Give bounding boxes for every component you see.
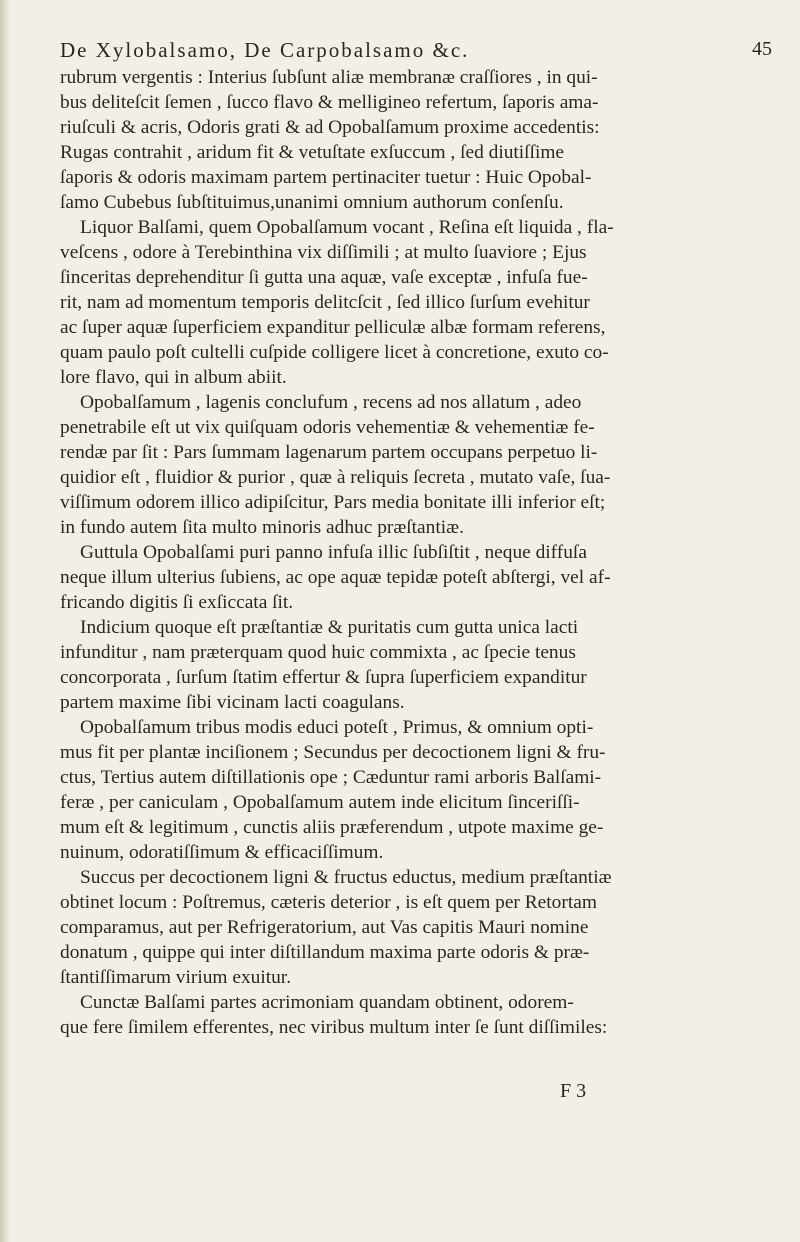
signature-mark: F 3 <box>560 1080 587 1102</box>
paragraph-start-line: Opobalſamum , lagenis conclufum , recens ad nos allatum , adeo <box>80 392 582 413</box>
text-line: bus deliteſcit ſemen , ſucco flavo & melligineo refertum, ſaporis ama- <box>60 92 599 113</box>
body-text <box>60 65 780 1040</box>
text-line: quam paulo poſt cultelli cuſpide colligere licet à concretione, exuto co- <box>60 342 609 363</box>
text-line: obtinet locum : Poſtremus, cæteris deterior , is eſt quem per Retortam <box>60 892 597 913</box>
text-line: viſſimum odorem illico adipiſcitur, Pars media bonitate illi inferior eſt; <box>60 492 606 513</box>
text-line: quidior eſt , fluidior & purior , quæ à reliquis ſecreta , mutato vaſe, ſua- <box>60 467 611 488</box>
text-line: nuinum, odoratiſſimum & efficaciſſimum. <box>60 842 384 863</box>
paragraph-start-line: Guttula Opobalſami puri panno infuſa illic ſubſiſtit , neque diffuſa <box>80 542 587 563</box>
text-line: Rugas contrahit , aridum fit & vetuſtate exſuccum , ſed diutiſſime <box>60 142 565 163</box>
paragraph-start-line: Opobalſamum tribus modis educi poteſt , Primus, & omnium opti- <box>80 717 594 738</box>
text-line: riuſculi & acris, Odoris grati & ad Opobalſamum proxime accedentis: <box>60 117 600 138</box>
text-line: rendæ par ſit : Pars ſummam lagenarum partem occupans perpetuo li- <box>60 442 598 463</box>
text-line: ac ſuper aquæ ſuperficiem expanditur pelliculæ albæ formam referens, <box>60 317 606 338</box>
page-number: 45 <box>752 38 772 60</box>
text-line: partem maxime ſibi vicinam lacti coagulans. <box>60 692 405 713</box>
text-line: mus fit per plantæ inciſionem ; Secundus per decoctionem ligni & fru- <box>60 742 606 763</box>
text-line: veſcens , odore à Terebinthina vix diſſimili ; at multo ſuaviore ; Ejus <box>60 242 587 263</box>
paragraph-start-line: Liquor Balſami, quem Opobalſamum vocant , Reſina eſt liquida , fla- <box>80 217 614 238</box>
text-line: lore flavo, qui in album abiit. <box>60 367 287 388</box>
text-line: feræ , per caniculam , Opobalſamum autem inde elicitum ſinceriſſi- <box>60 792 580 813</box>
text-line: infunditur , nam præterquam quod huic commixta , ac ſpecie tenus <box>60 642 576 663</box>
text-line: ſaporis & odoris maximam partem pertinaciter tuetur : Huic Opobal- <box>60 167 592 188</box>
paragraph-start-line: Indicium quoque eſt præſtantiæ & puritatis cum gutta unica lacti <box>80 617 579 638</box>
text-line: comparamus, aut per Refrigeratorium, aut Vas capitis Mauri nomine <box>60 917 589 938</box>
text-line: concorporata , ſurſum ſtatim effertur & ſupra ſuperficiem expanditur <box>60 667 587 688</box>
running-title: De Xylobalsamo, De Carpobalsamo &c. <box>60 38 470 62</box>
text-line: penetrabile eſt ut vix quiſquam odoris vehementiæ & vehementiæ fe- <box>60 417 595 438</box>
text-line: ctus, Tertius autem diſtillationis ope ; Cæduntur rami arboris Balſami- <box>60 767 602 788</box>
text-line: ſtantiſſimarum virium exuitur. <box>60 967 292 988</box>
text-line: in fundo autem ſita multo minoris adhuc præſtantiæ. <box>60 517 464 538</box>
paragraph-start-line: Succus per decoctionem ligni & fructus eductus, medium præſtantiæ <box>80 867 612 888</box>
text-line: fricando digitis ſi exſiccata ſit. <box>60 592 294 613</box>
text-line: ſamo Cubebus ſubſtituimus,unanimi omnium authorum conſenſu. <box>60 192 564 213</box>
running-header <box>60 38 772 66</box>
text-line: rit, nam ad momentum temporis delitcſcit , ſed illico ſurſum evehitur <box>60 292 590 313</box>
text-line: rubrum vergentis : Interius ſubſunt aliæ membranæ craſſiores , in qui- <box>60 67 598 88</box>
text-line: mum eſt & legitimum , cunctis aliis præferendum , utpote maxime ge- <box>60 817 604 838</box>
page-edge-shadow <box>0 0 10 1242</box>
paragraph-start-line: Cunctæ Balſami partes acrimoniam quandam obtinent, odorem- <box>80 992 574 1013</box>
text-line: que fere ſimilem efferentes, nec viribus multum inter ſe ſunt diſſimiles: <box>60 1017 608 1038</box>
text-line: neque illum ulterius ſubiens, ac ope aquæ tepidæ poteſt abſtergi, vel af- <box>60 567 611 588</box>
text-line: ſinceritas deprehenditur ſi gutta una aquæ, vaſe exceptæ , infuſa fue- <box>60 267 588 288</box>
text-line: donatum , quippe qui inter diſtillandum maxima parte odoris & præ- <box>60 942 590 963</box>
